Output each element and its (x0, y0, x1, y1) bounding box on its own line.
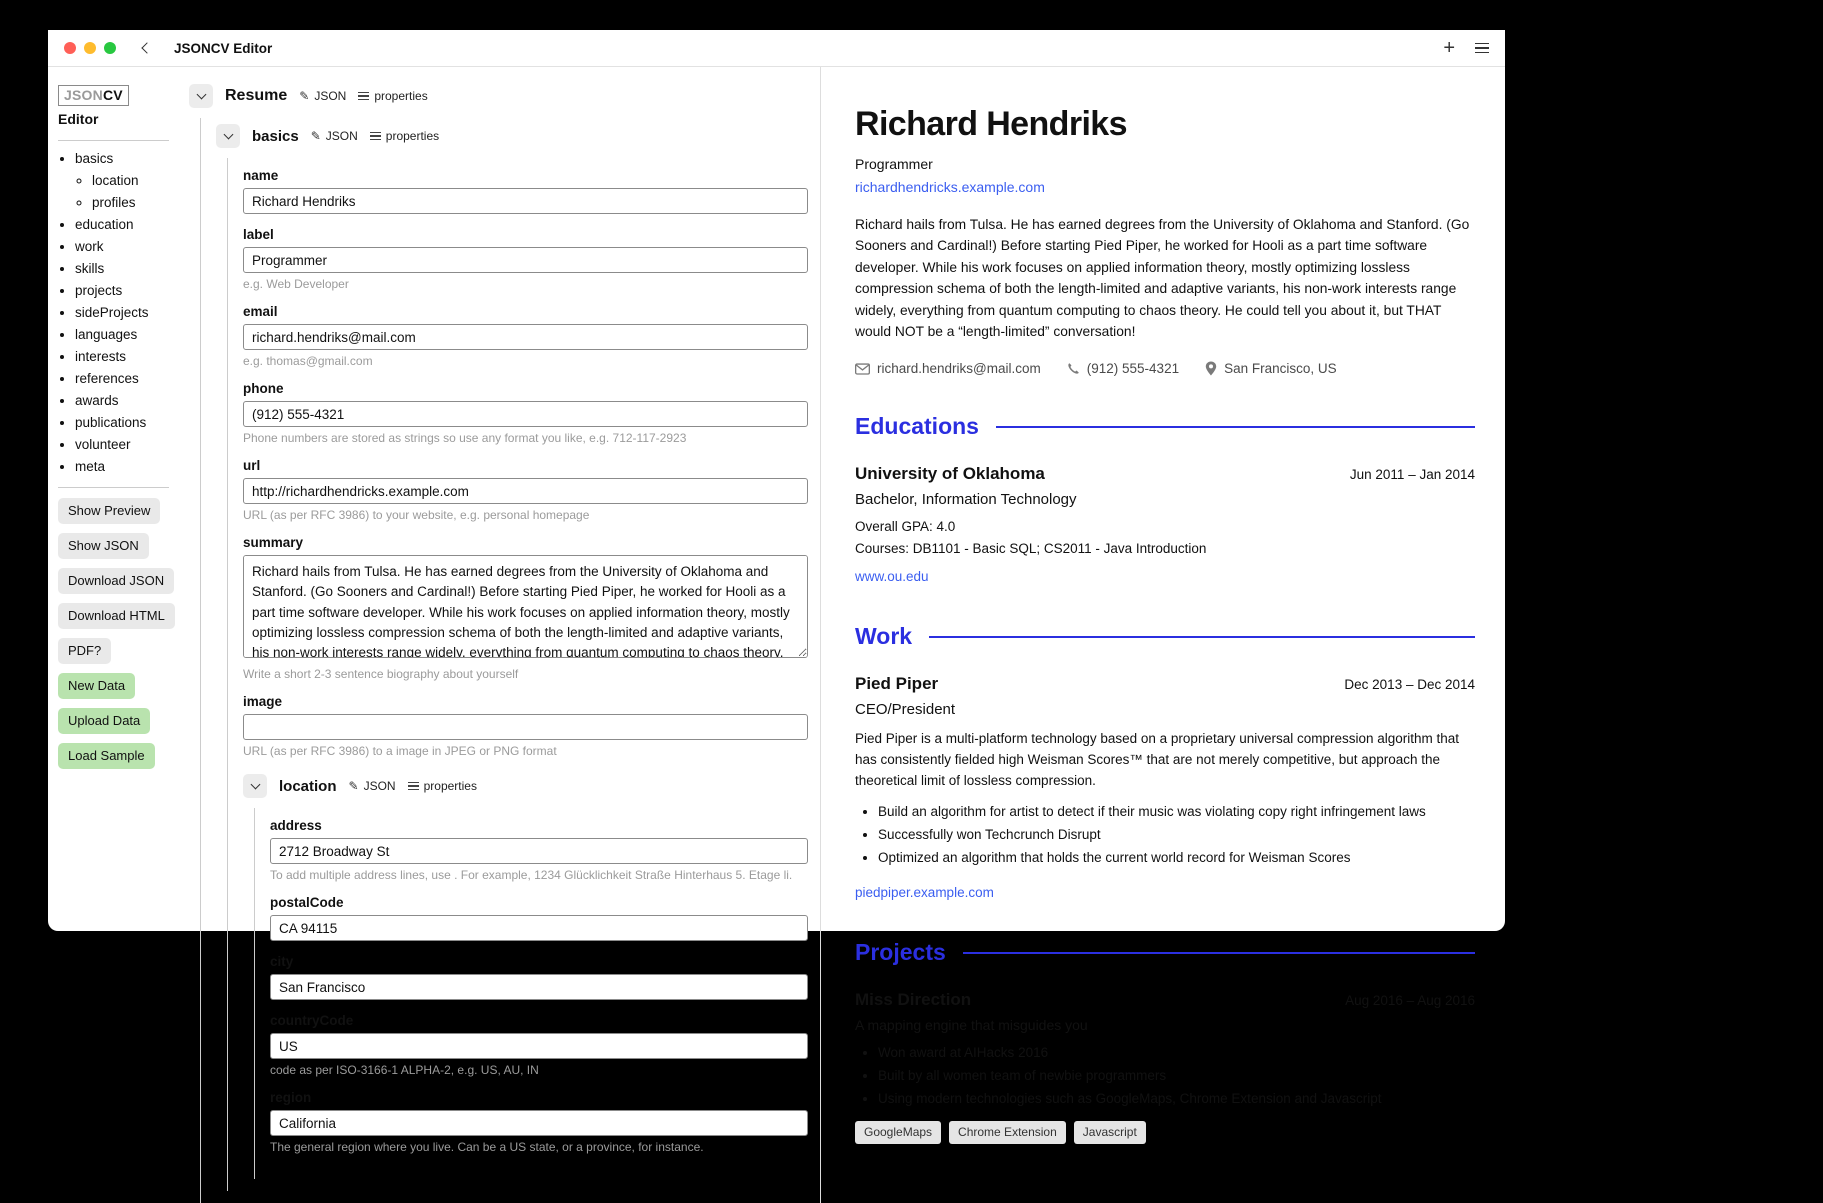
field-image (243, 694, 808, 758)
sidebar-nav (58, 151, 181, 474)
sidebar-item-location[interactable]: ◦ location (92, 173, 181, 188)
location-edit-json-button[interactable]: ✎ JSON (348, 779, 396, 793)
url-input[interactable] (243, 478, 808, 504)
collapse-resume-button[interactable] (189, 84, 213, 108)
label-input[interactable] (243, 247, 808, 273)
sidebar-item-skills[interactable]: • skills (75, 261, 181, 276)
app-logo-subtitle: Editor (58, 111, 99, 127)
field-hint: Phone numbers are stored as strings so use any format you like, e.g. 712-117-2923 (243, 431, 687, 445)
sidebar-item-interests[interactable]: • interests (75, 349, 181, 364)
resume-edit-json-button[interactable]: ✎ JSON (299, 89, 347, 103)
section-rule (963, 952, 1475, 954)
back-button[interactable] (136, 39, 154, 57)
download-html-button[interactable]: Download HTML (58, 603, 175, 629)
field-label: countryCode (270, 1013, 354, 1028)
location-section-header (243, 774, 808, 798)
menu-icon[interactable] (1475, 43, 1489, 54)
field-label: label (243, 227, 274, 242)
collapse-location-button[interactable] (243, 774, 267, 798)
basics-section-body (227, 158, 808, 1191)
sidebar-item-languages[interactable]: • languages (75, 327, 181, 342)
sidebar-item-projects[interactable]: • projects (75, 283, 181, 298)
field-countrycode (270, 1013, 808, 1077)
tag-chip: Javascript (1074, 1121, 1146, 1144)
education-school: University of Oklahoma (855, 464, 1045, 484)
window-title: JSONCV Editor (174, 40, 273, 56)
work-position: CEO/President (855, 701, 956, 719)
app-logo: JSONCV (58, 85, 129, 106)
field-label-field (243, 227, 808, 291)
field-url (243, 458, 808, 522)
project-name: Miss Direction (855, 990, 972, 1010)
pdf-button[interactable]: PDF? (58, 638, 111, 664)
preview-website-link[interactable]: richardhendricks.example.com (855, 179, 1045, 195)
image-input[interactable] (243, 714, 808, 740)
contact-phone: (912) 555-4321 (1067, 361, 1179, 376)
traffic-lights (64, 42, 116, 54)
city-input[interactable] (270, 974, 808, 1000)
work-company: Pied Piper (855, 674, 939, 694)
field-phone (243, 381, 808, 445)
editor-panel (181, 67, 821, 1203)
sidebar-item-meta[interactable]: • meta (75, 459, 181, 474)
location-properties-button[interactable]: properties (408, 779, 477, 793)
preview-contact-row (855, 361, 1475, 376)
resume-section-title: Resume (225, 87, 288, 104)
pencil-icon: ✎ (348, 779, 359, 793)
resume-properties-button[interactable]: properties (358, 89, 427, 103)
work-link[interactable]: piedpiper.example.com (855, 885, 994, 901)
basics-edit-json-button[interactable]: ✎ JSON (310, 129, 358, 143)
sidebar (48, 67, 181, 1203)
work-entry (855, 674, 1475, 902)
work-highlights (855, 804, 1475, 865)
field-hint: code as per ISO-3166-1 ALPHA-2, e.g. US, AU, IN (270, 1063, 539, 1077)
postalcode-input[interactable] (270, 915, 808, 941)
load-sample-button[interactable]: Load Sample (58, 743, 155, 769)
project-highlights (855, 1045, 1475, 1106)
field-hint: To add multiple address lines, use . For example, 1234 Glücklichkeit Straße Hinterhaus 5. Etage li. (270, 868, 793, 882)
show-preview-button[interactable]: Show Preview (58, 498, 160, 524)
phone-icon (1067, 362, 1080, 375)
education-link[interactable]: www.ou.edu (855, 569, 929, 585)
show-json-button[interactable]: Show JSON (58, 533, 149, 559)
pencil-icon: ✎ (299, 89, 310, 103)
tag-chip: GoogleMaps (855, 1121, 941, 1144)
sidebar-item-awards[interactable]: • awards (75, 393, 181, 408)
work-section-heading: Work (855, 623, 1475, 650)
field-address (270, 818, 808, 882)
work-description: Pied Piper is a multi-platform technology based on a proprietary universal compression algorithm that has consistently fielded high Weisman Scores™ that are not merely competitive, but approach the theoretical limit of lossless compression. (855, 731, 1460, 789)
sidebar-item-sideprojects[interactable]: • sideProjects (75, 305, 181, 320)
field-postalcode (270, 895, 808, 941)
location-section-title: location (279, 777, 337, 795)
section-rule (996, 426, 1475, 428)
education-courses: Courses: DB1101 - Basic SQL; CS2011 - Java Introduction (855, 541, 1207, 557)
sidebar-divider (58, 140, 169, 141)
project-highlight: • Won award at AIHacks 2016 (878, 1045, 1475, 1060)
location-pin-icon (1205, 361, 1217, 376)
pencil-icon: ✎ (310, 129, 321, 143)
field-label: url (243, 458, 261, 473)
resume-section-header (189, 84, 808, 108)
contact-location: San Francisco, US (1205, 361, 1337, 376)
project-highlight: • Built by all women team of newbie programmers (878, 1068, 1475, 1083)
field-label: summary (243, 535, 304, 550)
education-gpa: Overall GPA: 4.0 (855, 519, 956, 535)
preview-name: Richard Hendriks (855, 105, 1127, 143)
sidebar-item-work[interactable]: • work (75, 239, 181, 254)
chevron-left-icon (141, 42, 152, 53)
list-icon (370, 132, 381, 141)
list-icon (408, 782, 419, 791)
field-label: address (270, 818, 322, 833)
field-hint: URL (as per RFC 3986) to your website, e.g. personal homepage (243, 508, 590, 522)
project-entry (855, 990, 1475, 1144)
collapse-basics-button[interactable] (216, 124, 240, 148)
sidebar-item-publications[interactable]: • publications (75, 415, 181, 430)
phone-input[interactable] (243, 401, 808, 427)
email-input[interactable] (243, 324, 808, 350)
educations-section-heading: Educations (855, 413, 1475, 440)
project-dates: Aug 2016 – Aug 2016 (1345, 993, 1475, 1009)
work-highlight: • Optimized an algorithm that holds the current world record for Weisman Scores (878, 850, 1475, 865)
titlebar (48, 30, 1505, 67)
mail-icon (855, 363, 870, 375)
sidebar-divider (58, 487, 169, 488)
work-highlight: • Build an algorithm for artist to detect if their music was violating copy right infringement laws (878, 804, 1475, 819)
field-city (270, 954, 808, 1000)
field-label: region (270, 1090, 312, 1105)
field-label: image (243, 694, 283, 709)
app-window (48, 30, 1505, 1154)
field-email (243, 304, 808, 368)
field-label: phone (243, 381, 284, 396)
countrycode-input[interactable] (270, 1033, 808, 1059)
summary-textarea[interactable] (243, 555, 808, 658)
field-hint: The general region where you live. Can be a US state, or a province, for instance. (270, 1140, 704, 1154)
resume-preview-panel (821, 67, 1505, 1203)
chevron-down-icon (223, 130, 233, 140)
new-tab-button[interactable]: + (1443, 37, 1455, 59)
field-hint: URL (as per RFC 3986) to a image in JPEG or PNG format (243, 744, 557, 758)
list-icon (358, 92, 369, 101)
chevron-down-icon (250, 780, 260, 790)
sidebar-item-education[interactable]: • education (75, 217, 181, 232)
sidebar-item-profiles[interactable]: ◦ profiles (92, 195, 181, 210)
field-hint: e.g. Web Developer (243, 277, 349, 291)
sidebar-item-volunteer[interactable]: • volunteer (75, 437, 181, 452)
download-json-button[interactable]: Download JSON (58, 568, 174, 594)
field-label: email (243, 304, 278, 319)
project-description: A mapping engine that misguides you (855, 1017, 1088, 1034)
basics-section-header (216, 124, 808, 148)
chevron-down-icon (196, 90, 206, 100)
section-rule (929, 636, 1475, 638)
close-window-button[interactable] (64, 42, 76, 54)
location-section-body (254, 808, 808, 1179)
project-tags (855, 1121, 1475, 1144)
field-label: postalCode (270, 895, 344, 910)
field-region (270, 1090, 808, 1154)
preview-role: Programmer (855, 156, 933, 172)
project-highlight: • Using modern technologies such as GoogleMaps, Chrome Extension and Javascript (878, 1091, 1475, 1106)
minimize-window-button[interactable] (84, 42, 96, 54)
field-label: name (243, 168, 279, 183)
field-name (243, 168, 808, 214)
work-dates: Dec 2013 – Dec 2014 (1344, 677, 1475, 693)
projects-section-heading: Projects (855, 939, 1475, 966)
sidebar-item-basics[interactable]: • basics ◦ location ◦ profiles (75, 151, 181, 210)
resume-section-body (200, 118, 808, 1203)
sidebar-item-references[interactable]: • references (75, 371, 181, 386)
field-label: city (270, 954, 294, 969)
tag-chip: Chrome Extension (949, 1121, 1066, 1144)
basics-section-title: basics (252, 127, 299, 145)
name-input[interactable] (243, 188, 808, 214)
basics-properties-button[interactable]: properties (370, 129, 439, 143)
address-input[interactable] (270, 838, 808, 864)
field-hint: e.g. thomas@gmail.com (243, 354, 373, 368)
field-summary (243, 535, 808, 681)
education-degree: Bachelor, Information Technology (855, 491, 1077, 509)
preview-summary: Richard hails from Tulsa. He has earned degrees from the University of Oklahoma and Stanford. (Go Sooners and Cardinal!) Before starting Pied Piper, he worked for Hooli as a part time software developer. While his work focuses on applied information theory, mostly optimizing lossless compression schema of both the length-limited and adaptive variants, his non-work interests range widely, everything from quantum computing to chaos theory. He could tell you about it, but THAT would NOT be a “length-limited” conversation! (855, 217, 1470, 339)
education-dates: Jun 2011 – Jan 2014 (1349, 467, 1475, 483)
education-entry (855, 464, 1475, 586)
region-input[interactable] (270, 1110, 808, 1136)
new-data-button[interactable]: New Data (58, 673, 135, 699)
zoom-window-button[interactable] (104, 42, 116, 54)
contact-email: richard.hendriks@mail.com (855, 361, 1041, 376)
work-highlight: • Successfully won Techcrunch Disrupt (878, 827, 1475, 842)
field-hint: Write a short 2-3 sentence biography about yourself (243, 667, 519, 681)
upload-data-button[interactable]: Upload Data (58, 708, 150, 734)
